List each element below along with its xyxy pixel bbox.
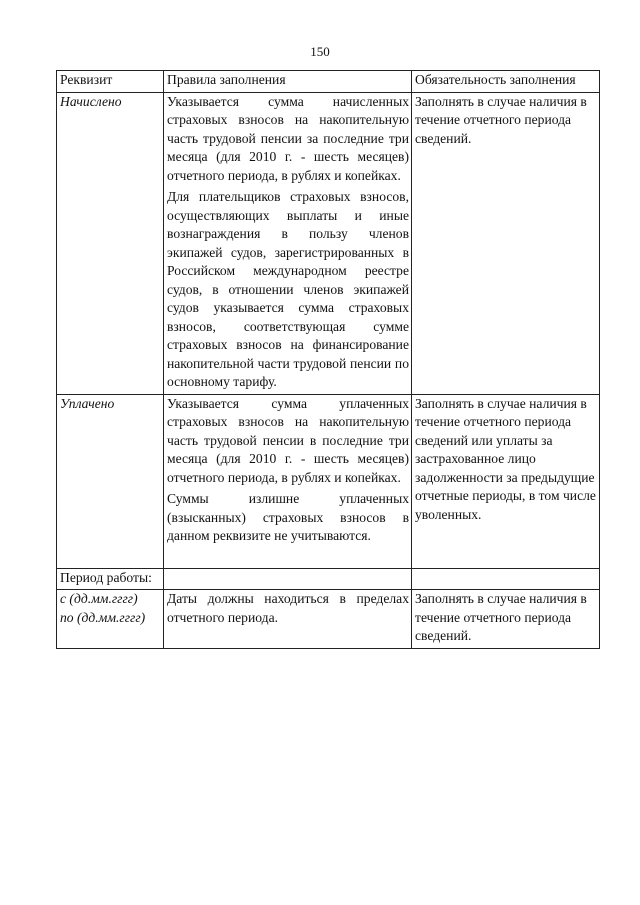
field-name-paid: Уплачено: [57, 394, 164, 568]
field-name-work-period: Период работы:: [57, 568, 164, 590]
table-row-accrued: [57, 92, 600, 394]
obligation-cell-paid: Заполнять в случае наличия в течение отчетного периода сведений или уплаты за застрахованное лицо задолженности за предыдущие отчетные периоды, в том числе уволенных.: [412, 394, 600, 568]
rules-paragraph: Указывается сумма начисленных страховых взносов на накопительную часть трудовой пенсии за последние три месяца (для 2010 г. - шесть месяцев) отчетного периода, в рублях и копейках.: [167, 93, 409, 183]
rules-cell-paid: [164, 394, 412, 568]
table-row-paid: [57, 394, 600, 568]
rules-cell-dates: [164, 590, 412, 649]
table-row-dates: [57, 590, 600, 649]
obligation-cell-work-period: [412, 568, 600, 590]
rules-paragraph: Для плательщиков страховых взносов, осуществляющих выплаты и иные вознаграждения в пользу членов экипажей судов, зарегистрированных в Российском международном реестре судов, в отношении членов экипажей судов указывается сумма страховых взносов, соответствующая сумме страховых взносов на финансирование накопительной части трудовой пенсии по основному тарифу.: [167, 189, 409, 389]
rules-paragraph: Суммы излишне уплаченных (взысканных) страховых взносов в данном реквизите не учитываются.: [167, 491, 409, 543]
obligation-cell-accrued: Заполнять в случае наличия в течение отчетного периода сведений.: [412, 92, 600, 394]
rules-cell-accrued: [164, 92, 412, 394]
rules-paragraph: Указывается сумма уплаченных страховых взносов на накопительную часть трудовой пенсии в последние три месяца (для 2010 г. - шесть месяцев) отчетного периода, в рублях и копейках.: [167, 395, 409, 485]
table-header-row: [57, 71, 600, 93]
date-to-label: по (дд.мм.гггг): [60, 609, 146, 625]
column-header-obligation: Обязательность заполнения: [412, 71, 600, 93]
field-name-dates: [57, 590, 164, 649]
rules-cell-work-period: [164, 568, 412, 590]
field-name-accrued: Начислено: [57, 92, 164, 394]
page-number: 150: [310, 44, 330, 59]
column-header-rules: Правила заполнения: [164, 71, 412, 93]
requisites-table: [56, 70, 600, 649]
obligation-cell-dates: Заполнять в случае наличия в течение отчетного периода сведений.: [412, 590, 600, 649]
date-from-label: с (дд.мм.гггг): [60, 591, 138, 606]
table-row-work-period: [57, 568, 600, 590]
column-header-requisite: Реквизит: [57, 71, 164, 93]
rules-paragraph: Даты должны находиться в пределах отчетного периода.: [167, 591, 409, 625]
